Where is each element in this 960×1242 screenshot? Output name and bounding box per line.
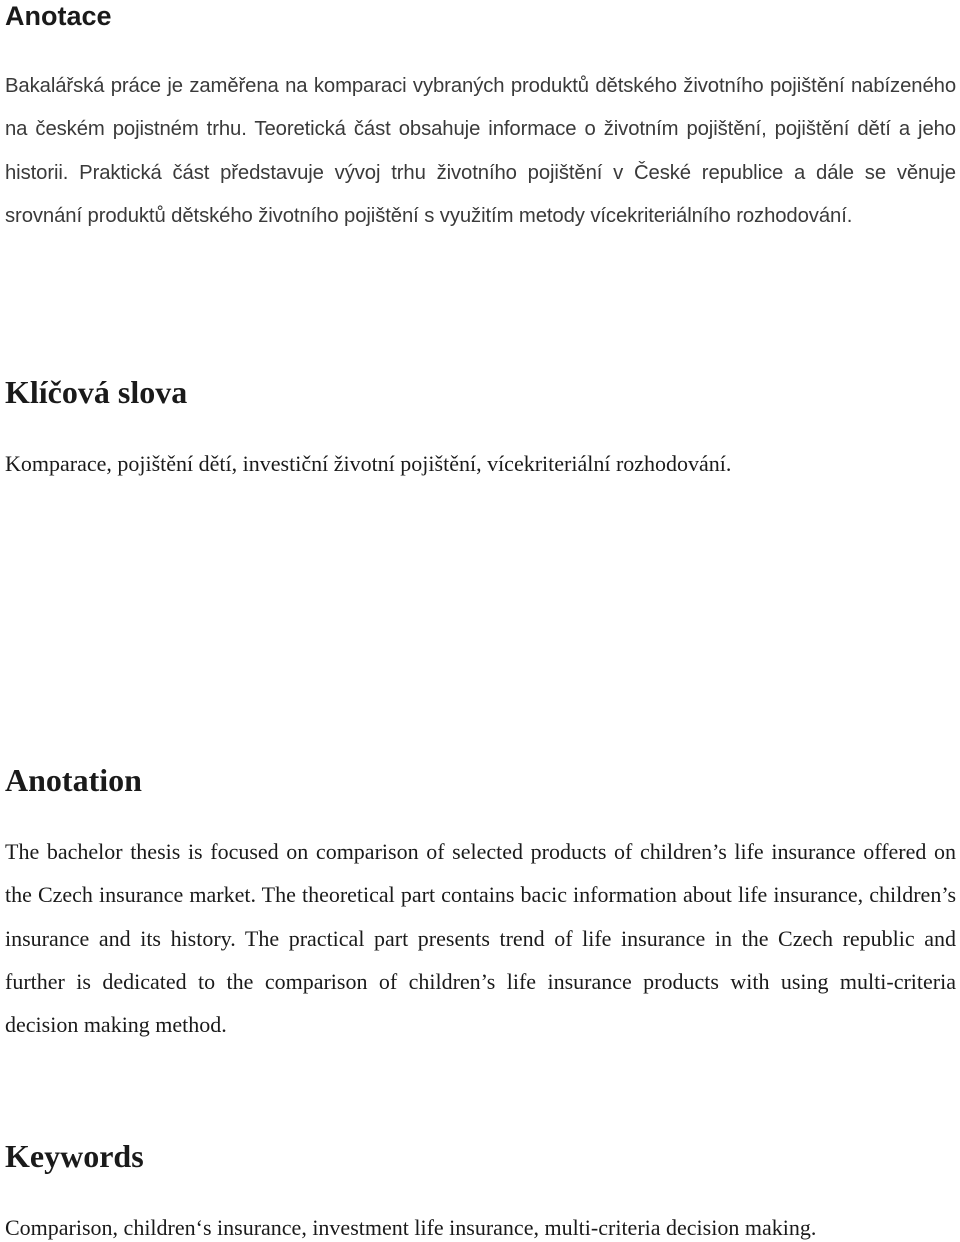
klicova-slova-text: Komparace, pojištění dětí, investiční životní pojištění, vícekriteriální rozhodování. (5, 451, 732, 476)
anotace-heading: Anotace (5, 1, 112, 31)
keywords-heading: Keywords (5, 1138, 144, 1174)
klicova-slova-heading: Klíčová slova (5, 374, 188, 410)
anotation-heading: Anotation (5, 762, 142, 798)
anotace-paragraph: Bakalářská práce je zaměřena na komparaci vybraných produktů dětského životního pojištění nabízeného na českém pojistném trhu. Teoretická část obsahuje informace o životním pojištění, pojištění dětí a jeho historii. Praktická část představuje vývoj trhu životního pojištění v České republice a dále se věnuje srovnání produktů dětského životního pojištění s využitím metody vícekriteriálního rozhodování. (5, 75, 956, 227)
anotation-paragraph: The bachelor thesis is focused on comparison of selected products of children’s life insurance offered on the Czech insurance market. The theoretical part contains bacic information about life insurance, children’s insurance and its history. The practical part presents trend of life insurance in the Czech republic and further is dedicated to the comparison of children’s life insurance products with using multi-criteria decision making method. (5, 839, 956, 1038)
keywords-text: Comparison, children‘s insurance, investment life insurance, multi-criteria decision making. (5, 1215, 817, 1240)
